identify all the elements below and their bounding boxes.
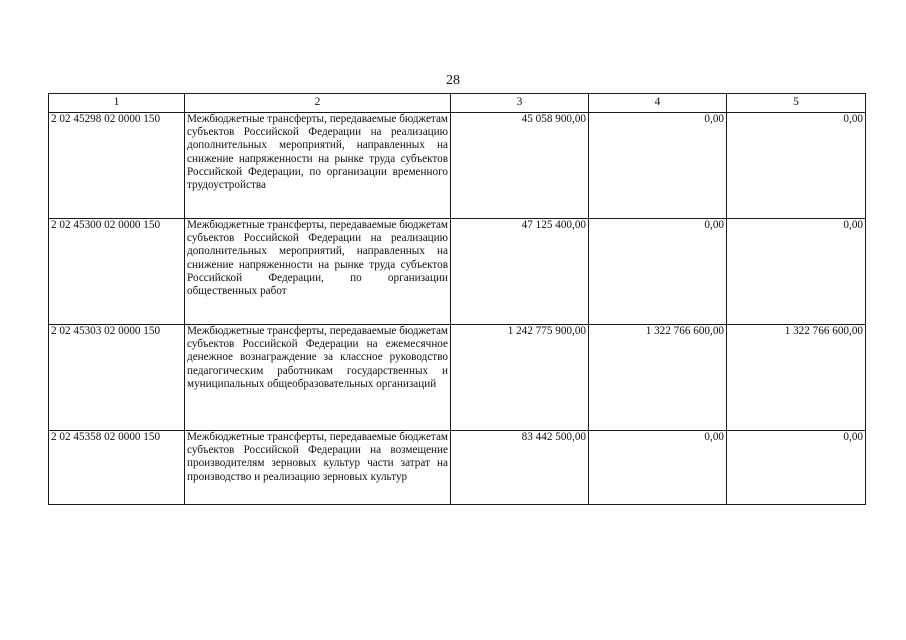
description-cell: Межбюджетные трансферты, передаваемые бюджетам субъектов Российской Федерации на ежемесячное денежное вознаграждение за классное руководство педагогическим работникам государственных и муниципальных общеобразовательных организаций (185, 325, 451, 431)
description-cell: Межбюджетные трансферты, передаваемые бюджетам субъектов Российской Федерации на реализацию дополнительных мероприятий, направленных на снижение напряженности на рынке труда субъектов Российской Федерации, по организации временного трудоустройства (185, 113, 451, 219)
amount-col3-cell: 1 242 775 900,00 (451, 325, 589, 431)
amount-col5-cell: 1 322 766 600,00 (727, 325, 866, 431)
budget-code-cell: 2 02 45303 02 0000 150 (49, 325, 185, 431)
amount-col5-cell: 0,00 (727, 431, 866, 505)
amount-col3-cell: 45 058 900,00 (451, 113, 589, 219)
table-row (49, 325, 866, 431)
budget-code-cell: 2 02 45358 02 0000 150 (49, 431, 185, 505)
budget-table (48, 93, 866, 505)
amount-col5-cell: 0,00 (727, 219, 866, 325)
column-header-1: 1 (49, 94, 185, 113)
description-cell: Межбюджетные трансферты, передаваемые бюджетам субъектов Российской Федерации на реализацию дополнительных мероприятий, направленных на снижение напряженности на рынке труда субъектов Российской Федерации, по организации общественных работ (185, 219, 451, 325)
amount-col4-cell: 1 322 766 600,00 (589, 325, 727, 431)
amount-col4-cell: 0,00 (589, 431, 727, 505)
column-header-3: 3 (451, 94, 589, 113)
column-header-2: 2 (185, 94, 451, 113)
amount-col4-cell: 0,00 (589, 219, 727, 325)
amount-col3-cell: 47 125 400,00 (451, 219, 589, 325)
table-row (49, 431, 866, 505)
table-row (49, 219, 866, 325)
page-number: 28 (446, 73, 460, 88)
amount-col5-cell: 0,00 (727, 113, 866, 219)
description-cell: Межбюджетные трансферты, передаваемые бюджетам субъектов Российской Федерации на возмещение производителям зерновых культур части затрат на производство и реализацию зерновых культур (185, 431, 451, 505)
table-row (49, 113, 866, 219)
amount-col4-cell: 0,00 (589, 113, 727, 219)
column-header-4: 4 (589, 94, 727, 113)
budget-code-cell: 2 02 45298 02 0000 150 (49, 113, 185, 219)
column-header-5: 5 (727, 94, 866, 113)
budget-code-cell: 2 02 45300 02 0000 150 (49, 219, 185, 325)
amount-col3-cell: 83 442 500,00 (451, 431, 589, 505)
table-header-row (49, 94, 866, 113)
